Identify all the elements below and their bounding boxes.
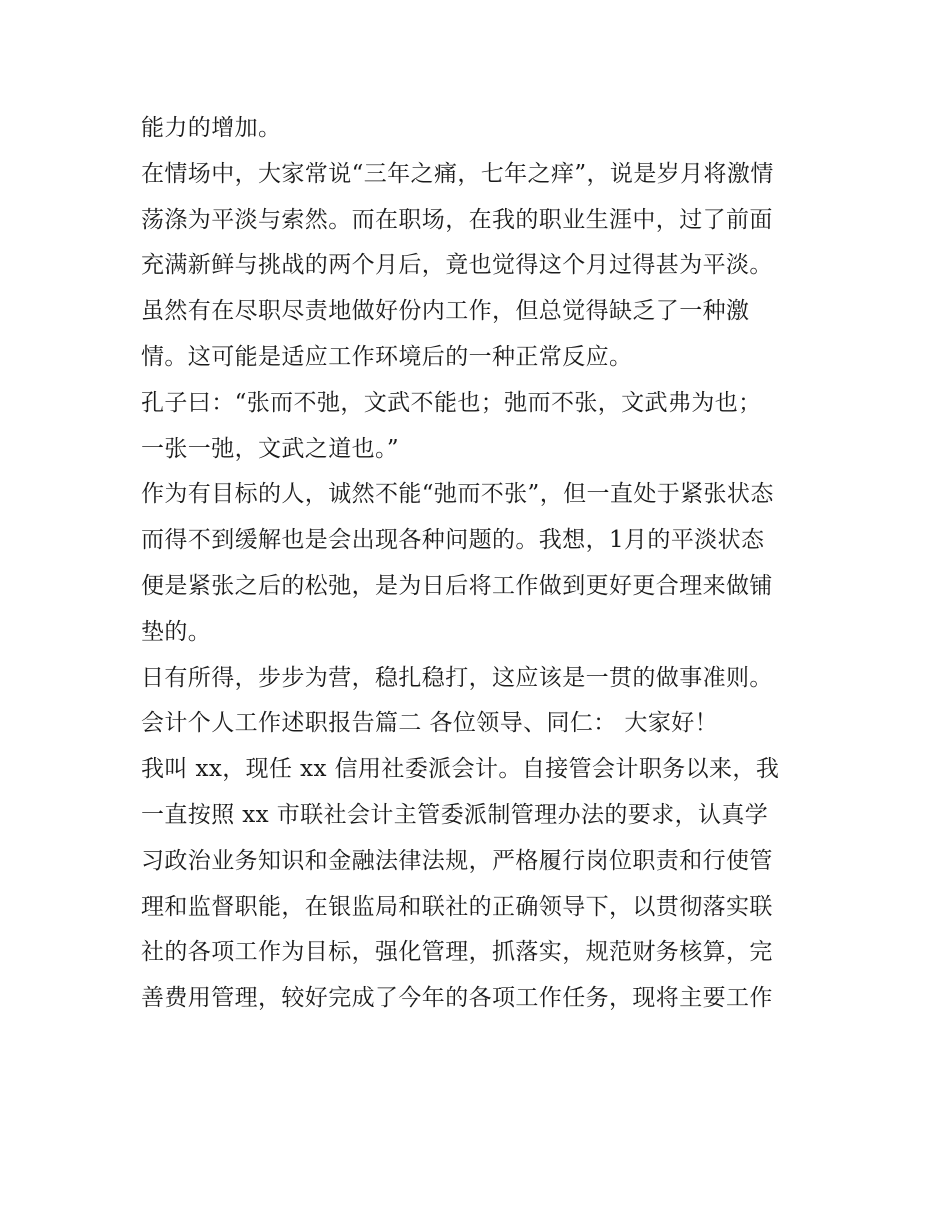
text-line: 善费用管理，较好完成了今年的各项工作任务，现将主要工作 (141, 985, 773, 1012)
text-line: 理和监督职能，在银监局和联社的正确领导下，以贯彻落实联 (141, 893, 773, 920)
text-line: 便是紧张之后的松弛，是为日后将工作做到更好更合理来做铺 (141, 572, 773, 599)
text-line: 能力的增加。 (141, 115, 282, 141)
text-line: 情。这可能是适应工作环境后的一种正常反应。 (141, 343, 633, 370)
text-line: 而得不到缓解也是会出现各种问题的。我想，1月的平淡状态 (141, 527, 765, 554)
body-text (141, 106, 821, 1022)
text-line: 一直按照 xx 市联社会计主管委派制管理办法的要求，认真学 (141, 801, 769, 828)
text-line: 社的各项工作为目标，强化管理，抓落实，规范财务核算，完 (141, 939, 773, 966)
text-line: 充满新鲜与挑战的两个月后，竟也觉得这个月过得甚为平淡。 (141, 252, 773, 279)
text-line: 我叫 xx，现任 xx 信用社委派会计。自接管会计职务以来，我 (141, 756, 780, 783)
text-line: 日有所得，步步为营，稳扎稳打，这应该是一贯的做事准则。 (141, 664, 773, 691)
text-line: 垫的。 (141, 618, 212, 645)
text-line: 作为有目标的人，诚然不能“弛而不张”，但一直处于紧张状态 (141, 481, 774, 508)
text-line: 习政治业务知识和金融法律法规，严格履行岗位职责和行使管 (141, 847, 773, 874)
section-heading-line: 会计个人工作述职报告篇二 各位领导、同仁： 大家好！ (141, 710, 719, 737)
text-line: 荡涤为平淡与索然。而在职场，在我的职业生涯中，过了前面 (141, 206, 773, 233)
text-line: 一张一弛，文武之道也。” (141, 435, 400, 462)
text-line: 孔子曰：“张而不弛，文武不能也；弛而不张，文武弗为也； (141, 389, 762, 416)
text-line: 在情场中，大家常说“三年之痛，七年之痒”，说是岁月将激情 (141, 160, 774, 187)
text-line: 虽然有在尽职尽责地做好份内工作，但总觉得缺乏了一种激 (141, 298, 750, 325)
